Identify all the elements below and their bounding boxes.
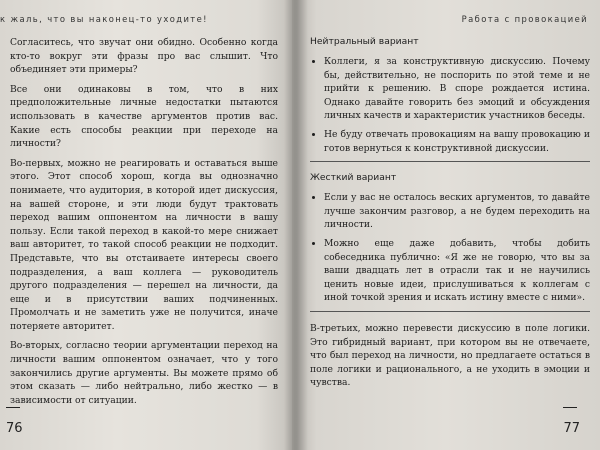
right-page-number: 77 bbox=[563, 421, 580, 436]
section-divider-2 bbox=[310, 311, 590, 312]
left-paragraph-4: Во-вторых, согласно теории аргументации переход на личности вашим оппонентом означает, что у того закончились другие аргументы. Вы можете прямо об этом сказать — либо нейтрально, либо жестко — в зависимости от ситуации. bbox=[10, 340, 278, 406]
hard-item-1: • Если у вас не осталось веских аргументов, то давайте лучше закончим разговор, а не будем переходить на личности. bbox=[324, 191, 590, 232]
right-closing-paragraph: В-третьих, можно перевести дискуссию в поле логики. Это гибридный вариант, при котором вы не отвечаете, что был переход на личности, но предлагаете остаться в поле логики и рационального, а не уходить в эмоции и чувства. bbox=[310, 322, 590, 389]
left-paragraph-1: Согласитесь, что звучат они обидно. Особенно когда кто-то вокруг эти фразы про вас слышит. Что объединяет эти примеры? bbox=[10, 37, 278, 76]
neutral-item-2: • Не буду отвечать провокациям на вашу провокацию и готов вернуться к конструктивной дискуссии. bbox=[324, 128, 590, 155]
hard-variant-block bbox=[310, 172, 590, 305]
left-paragraph-3: Во-первых, можно не реагировать и оставаться выше этого. Этот способ хорош, когда вы однозначно понимаете, что аудитория, в которой идет дискуссия, на вашей стороне, и эти люди будут трактовать переход вашим оппонентом на личности в вашу пользу. Если такой переход в какой-то мере снижает ваш авторитет, то такой способ реакции не подходит. Представьте, что вы отстаиваете интересы своего подразделения, а ваш коллега — руководитель другого подразделения — перешел на личности, да еще и в присутствии ваших подчиненных. Промолчать и не заметить уже не получится, иначе потеряете авторитет. bbox=[10, 157, 278, 332]
right-running-head: Работа с провокацией bbox=[461, 14, 588, 24]
left-running-head: к жаль, что вы наконец-то уходите! bbox=[0, 14, 208, 24]
hard-variant-heading: Жесткий вариант bbox=[310, 172, 397, 184]
neutral-variant-list bbox=[310, 55, 590, 155]
left-page bbox=[0, 0, 292, 450]
left-paragraph-2: Все они одинаковы в том, что в них предположительные личные недостатки пытаются использовать в качестве аргументов против вас. Какие есть способы реакции при переходе на личности? bbox=[10, 83, 278, 150]
right-page bbox=[292, 0, 600, 450]
left-page-number: 76 bbox=[6, 421, 23, 436]
neutral-variant-block bbox=[310, 36, 590, 155]
hard-variant-list bbox=[310, 191, 590, 305]
hard-item-2: • Можно еще даже добавить, чтобы добить собеседника публично: «Я же не говорю, что вы за ваши двадцать лет в отрасли так и не научились ценить новые идеи, прислушиваться к коллегам с иной точкой зрения и искать истину вместе с ними». bbox=[324, 237, 590, 305]
neutral-variant-heading: Нейтральный вариант bbox=[310, 36, 419, 47]
neutral-item-1: • Коллеги, я за конструктивную дискуссию. Почему бы, действительно, не поспорить по этой теме и не прийти к решению. В споре рождается истина. Однако давайте говорить без эмоций и обсуждения личных качеств и характеристик участников беседы. bbox=[324, 55, 590, 123]
section-divider bbox=[310, 161, 590, 162]
